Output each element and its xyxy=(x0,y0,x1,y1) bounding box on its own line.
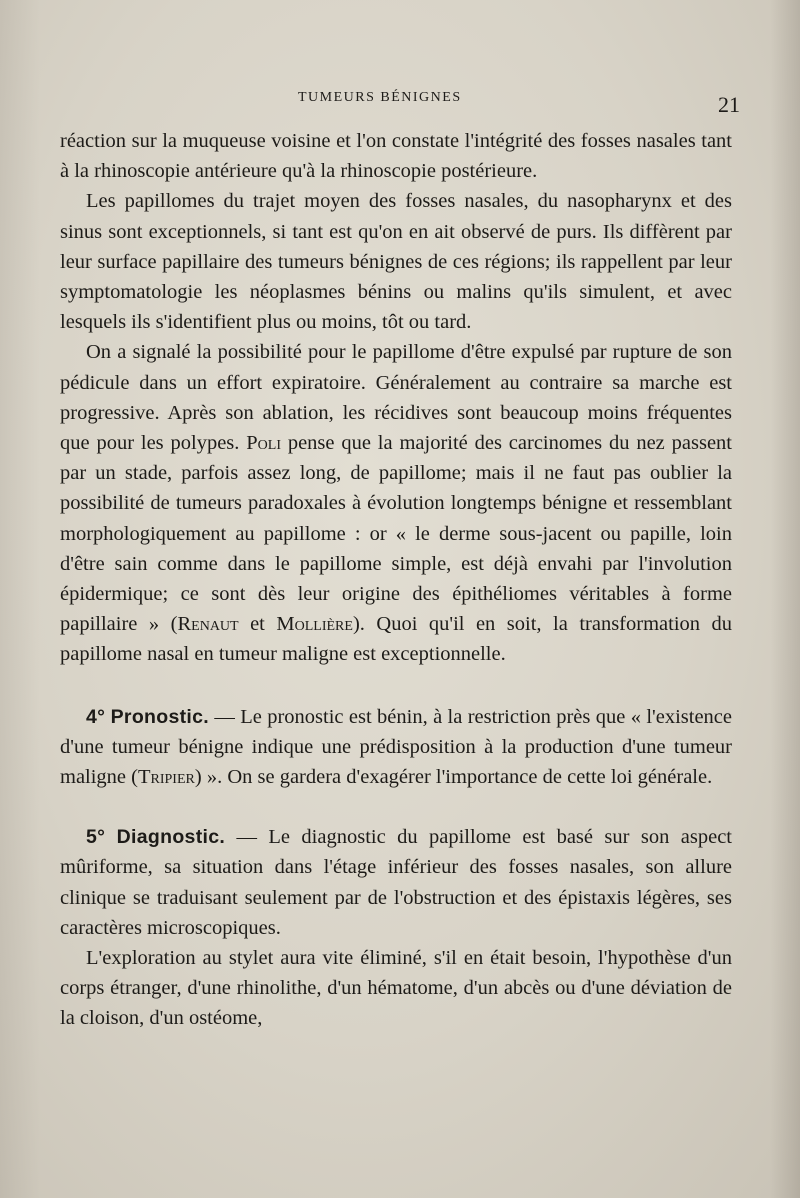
body-text xyxy=(60,126,732,1034)
section-number: 5° xyxy=(86,826,106,849)
section-diagnostic xyxy=(60,822,732,943)
paragraph-text: ). Quoi qu'il en soit, la transformation du papillome nasal en tumeur maligne est exceptionnelle. xyxy=(60,613,733,666)
paragraph-continued: réaction sur la muqueuse voisine et l'on constate l'intégrité des fosses nasales tant à la rhinoscopie antérieure qu'à la rhinoscopie postérieure. xyxy=(60,130,732,183)
author-name: Renaut xyxy=(177,613,239,636)
page-edge-shadow xyxy=(770,0,800,1198)
author-name: Poli xyxy=(246,432,281,455)
section-spacer xyxy=(60,670,732,702)
author-name: Mollière xyxy=(276,613,353,636)
author-name: Tripier xyxy=(138,766,195,789)
section-text: — Le pronostic est bénin, à la restriction près que « l'existence d'une tumeur bénigne indique une prédisposition à la production d'une tumeur maligne ( xyxy=(60,705,732,789)
page-number: 21 xyxy=(718,92,740,117)
section-text: — Le diagnostic du papillome est basé sur son aspect mûriforme, sa situation dans l'étage inférieur des fosses nasales, son allure clinique se traduisant seulement par de l'obstruction et des épistaxis légères, ses caractères microscopiques. xyxy=(60,826,732,939)
section-text: ) ». On se gardera d'exagérer l'importance de cette loi générale. xyxy=(194,766,713,789)
section-spacer xyxy=(60,792,732,822)
paragraph-papillomes-trajet-moyen: Les papillomes du trajet moyen des fosses nasales, du nasopharynx et des sinus sont exceptionnels, si tant est qu'on en ait observé de purs. Ils diffèrent par leur surface papillaire des tumeurs bénignes de ces régions; ils rappellent par leur symptomatologie les néoplasmes bénins ou malins qu'ils simulent, et avec lesquels ils s'identifient plus ou moins, tôt ou tard. xyxy=(60,190,732,334)
paragraph-text: pense que la majorité des carcinomes du nez passent par un stade, parfois assez long, de papillome; mais il ne faut pas oublier la possibilité de tumeurs paradoxales à évolution longtemps bénigne et ressemblant morphologiquement au papillome : or « le derme sous-jacent ou papille, loin d'être sain comme dans le papillome simple, est déjà envahi par l'involution épidermique; ce sont dès leur origine des épithéliomes véritables à forme papillaire » ( xyxy=(60,432,732,636)
running-title: TUMEURS BÉNIGNES xyxy=(298,90,462,105)
page-gutter-shadow xyxy=(0,0,40,1198)
section-number: 4° xyxy=(86,705,106,728)
paragraph-expulsion-recidives xyxy=(60,337,732,669)
section-heading: Pronostic. xyxy=(110,705,209,728)
paragraph-exploration-stylet: L'exploration au stylet aura vite éliminé, s'il en était besoin, l'hypothèse d'un corps étranger, d'une rhinolithe, d'un hématome, d'un abcès ou d'une déviation de la cloison, d'un ostéome, xyxy=(60,947,732,1030)
paragraph-text: et xyxy=(238,613,277,636)
section-pronostic xyxy=(60,702,732,793)
section-heading: Diagnostic. xyxy=(116,826,226,849)
paragraph-text: On a signalé la possibilité pour le papillome d'être expulsé par rupture de son pédicule dans un effort expiratoire. Généralement au contraire sa marche est progressive. Après son ablation, les récidives sont beaucoup moins fréquentes que pour les polypes. xyxy=(60,341,732,455)
page-header xyxy=(60,86,740,126)
